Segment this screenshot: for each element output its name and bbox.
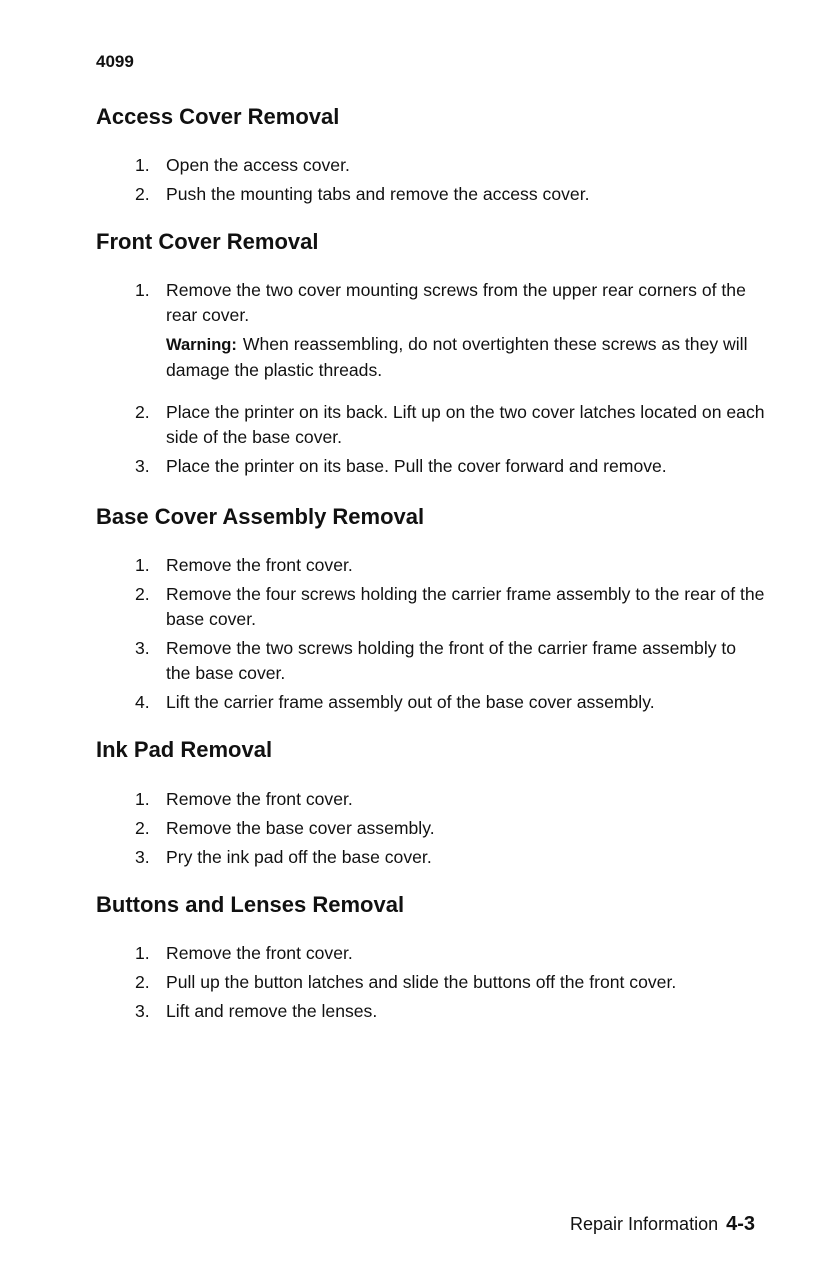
step-text: Pull up the button latches and slide the buttons off the front cover.: [166, 972, 677, 992]
step-text: Lift and remove the lenses.: [166, 1001, 378, 1021]
step-text: Remove the base cover assembly.: [166, 818, 435, 838]
step-number: 2.: [135, 584, 150, 604]
step-text: Open the access cover.: [166, 155, 350, 175]
step-number: 1.: [135, 280, 150, 300]
step-number: 2.: [135, 972, 150, 992]
step-text: Push the mounting tabs and remove the access cover.: [166, 184, 590, 204]
step-number: 1.: [135, 943, 150, 963]
section-title-ink-pad: Ink Pad Removal: [96, 737, 273, 762]
section-title-access-cover: Access Cover Removal: [96, 104, 340, 129]
warning-note: [166, 332, 765, 383]
list-item: [135, 999, 765, 1024]
list-item: [135, 816, 765, 841]
section-title-front-cover: Front Cover Removal: [96, 229, 319, 254]
list-item: [135, 553, 765, 578]
step-text: Remove the front cover.: [166, 789, 353, 809]
step-number: 3.: [135, 1001, 150, 1021]
list-item: [135, 454, 765, 479]
list-item: [135, 582, 765, 632]
warning-label: Warning:: [166, 336, 237, 354]
steps-access-cover: [135, 153, 765, 207]
list-item: [135, 690, 765, 715]
step-text: Remove the two screws holding the front of the carrier frame assembly to the base cover.: [166, 638, 737, 683]
steps-buttons-lenses: [135, 941, 765, 1024]
page-number: 4-3: [726, 1213, 755, 1235]
section-title-base-cover: Base Cover Assembly Removal: [96, 504, 425, 529]
step-number: 1.: [135, 155, 150, 175]
list-item: [135, 153, 765, 178]
list-item: [135, 970, 765, 995]
step-number: 2.: [135, 184, 150, 204]
list-item: [135, 636, 765, 686]
steps-ink-pad: [135, 787, 765, 870]
list-item: [135, 400, 765, 450]
step-number: 3.: [135, 638, 150, 658]
footer-label: Repair Information: [570, 1214, 719, 1234]
step-number: 3.: [135, 456, 150, 476]
step-number: 2.: [135, 818, 150, 838]
step-text: Remove the front cover.: [166, 943, 353, 963]
step-text: Remove the front cover.: [166, 555, 353, 575]
step-text: Place the printer on its base. Pull the cover forward and remove.: [166, 456, 667, 476]
page-footer: [570, 1213, 755, 1236]
model-number: 4099: [96, 52, 134, 71]
step-text: Pry the ink pad off the base cover.: [166, 847, 432, 867]
warning-text: When reassembling, do not overtighten these screws as they will damage the plastic threads.: [166, 334, 748, 380]
step-text: Lift the carrier frame assembly out of the base cover assembly.: [166, 692, 655, 712]
step-number: 1.: [135, 789, 150, 809]
step-number: 4.: [135, 692, 150, 712]
step-number: 2.: [135, 402, 150, 422]
list-item: [135, 278, 765, 391]
steps-base-cover: [135, 553, 765, 715]
steps-front-cover: [135, 278, 765, 479]
step-number: 3.: [135, 847, 150, 867]
list-item: [135, 845, 765, 870]
step-text: Remove the two cover mounting screws from the upper rear corners of the rear cover.: [166, 280, 746, 325]
step-text: Place the printer on its back. Lift up on the two cover latches located on each side of the base cover.: [166, 402, 765, 447]
list-item: [135, 787, 765, 812]
step-text: Remove the four screws holding the carrier frame assembly to the rear of the base cover.: [166, 584, 765, 629]
list-item: [135, 941, 765, 966]
section-title-buttons-lenses: Buttons and Lenses Removal: [96, 892, 405, 917]
step-number: 1.: [135, 555, 150, 575]
list-item: [135, 182, 765, 207]
